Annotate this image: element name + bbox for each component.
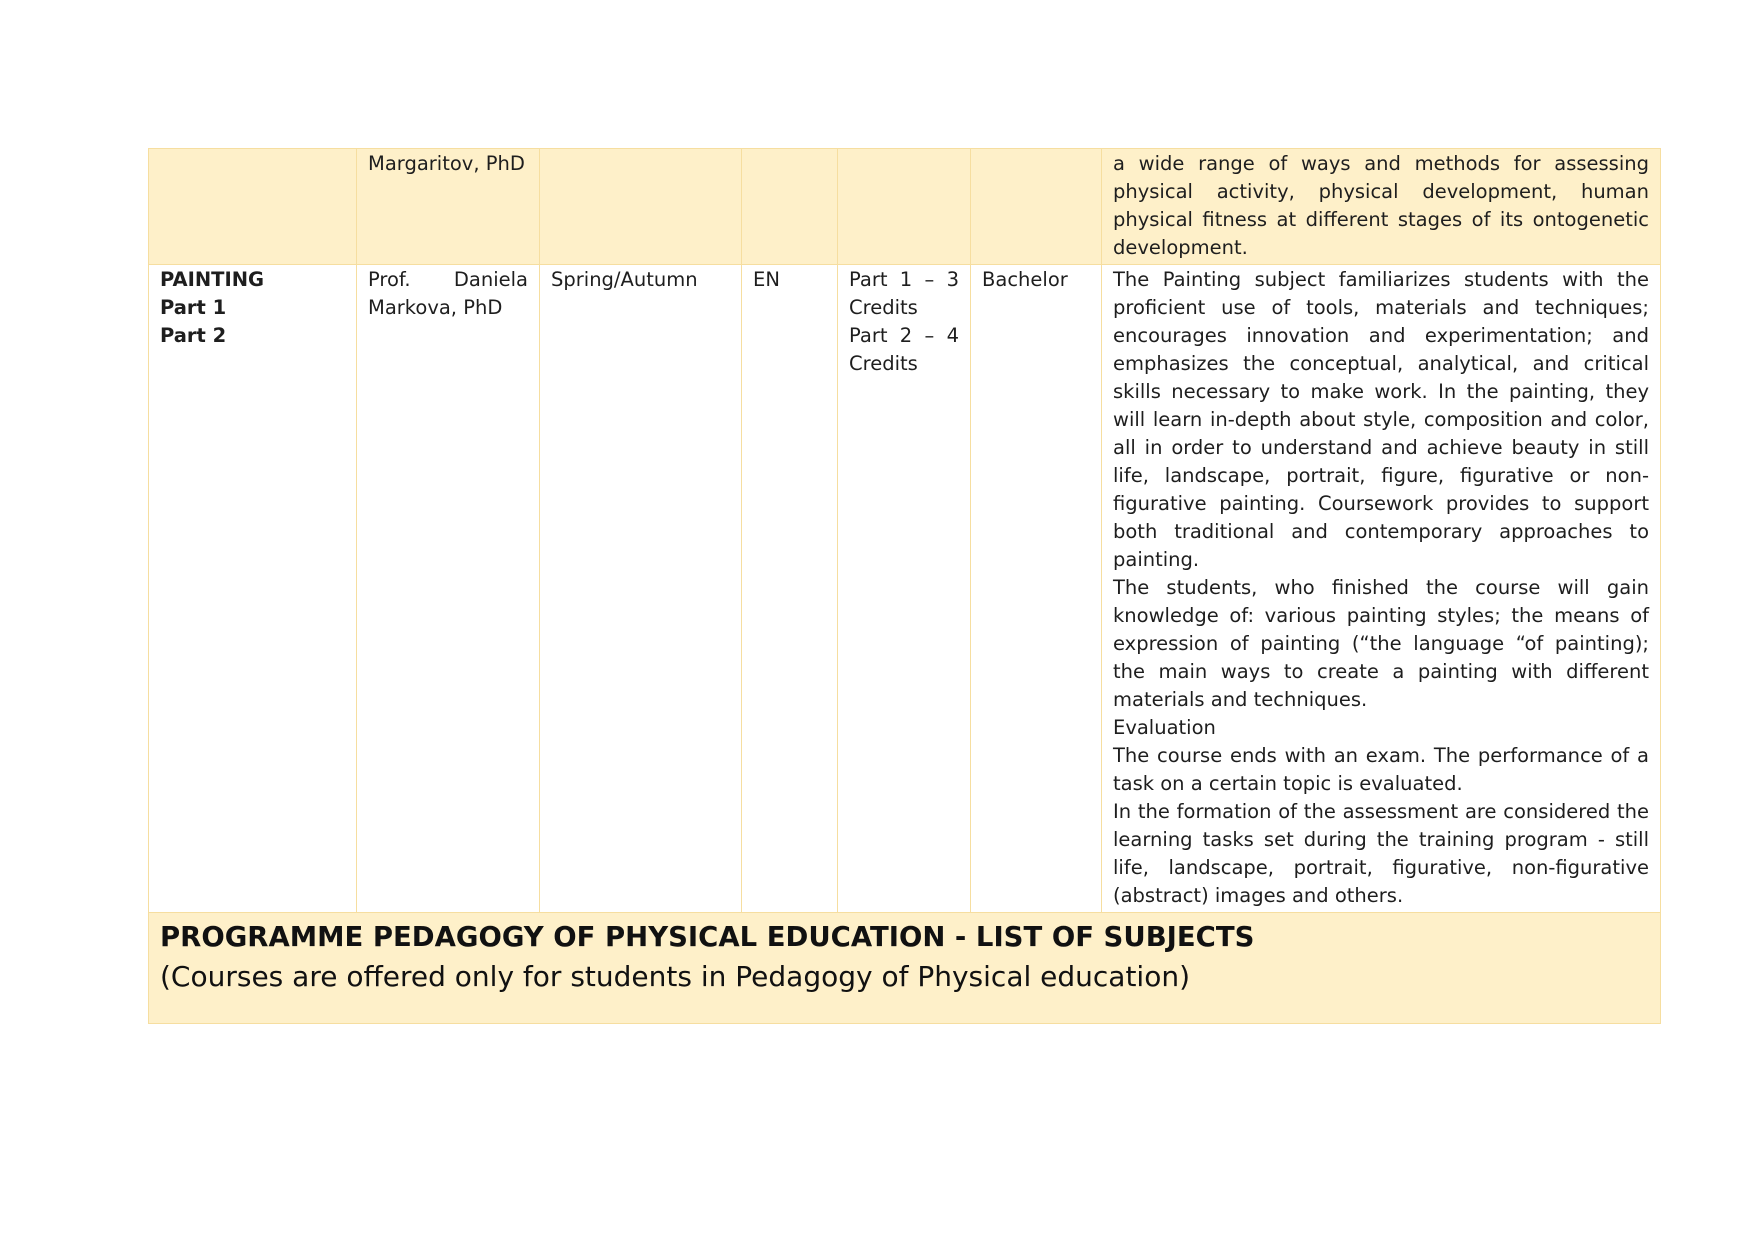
credits-text: Part 2 – 4 Credits [849,324,959,375]
level-cell [971,149,1102,265]
description-paragraph: The Painting subject familiarizes students with the proficient use of tools, materials and techniques; encourages innovation and experimentation; and emphasizes the conceptual, analytical, and critical skills necessary to make work. In the painting, they will learn in-depth about style, composition and color, all in order to understand and achieve beauty in still life, landscape, portrait, figure, figurative or non-figurative painting. Coursework provides to support both traditional and contemporary approaches to painting. [1113,268,1649,571]
lecturer-text: Margaritov, PhD [368,152,525,175]
description-cell [1102,149,1661,265]
language-text: EN [753,268,780,291]
description-cell [1102,265,1661,913]
semester-cell [540,149,742,265]
description-paragraph: In the formation of the assessment are considered the learning tasks set during the training program - still life, landscape, portrait, figurative, non-figurative (abstract) images and others. [1113,800,1649,907]
subjects-table [148,148,1661,1024]
lecturer-cell [357,265,540,913]
continued-course-row [149,149,1661,265]
lecturer-text: Prof. Daniela Markova, PhD [368,268,528,319]
painting-course-row [149,265,1661,913]
level-text: Bachelor [982,268,1068,291]
semester-text: Spring/Autumn [551,268,698,291]
credits-text: Part 1 – 3 Credits [849,268,959,319]
description-text: a wide range of ways and methods for assessing physical activity, physical development, human physical fitness at different stages of its ontogenetic development. [1113,152,1649,259]
semester-cell [540,265,742,913]
language-cell [742,149,838,265]
programme-title: PROGRAMME PEDAGOGY OF PHYSICAL EDUCATION - LIST OF SUBJECTS [160,921,1255,953]
credits-cell [838,149,971,265]
course-title-cell [149,265,357,913]
language-cell [742,265,838,913]
programme-header-row [149,913,1661,1024]
course-part: Part 1 [160,296,227,319]
course-part: Part 2 [160,324,227,347]
lecturer-cell [357,149,540,265]
evaluation-heading: Evaluation [1113,716,1216,739]
programme-header-cell [149,913,1661,1024]
level-cell [971,265,1102,913]
description-paragraph: The students, who finished the course will gain knowledge of: various painting styles; the means of expression of painting (“the language “of painting); the main ways to create a painting with different materials and techniques. [1113,576,1649,711]
course-title: PAINTING [160,268,265,291]
credits-cell [838,265,971,913]
course-title-cell [149,149,357,265]
programme-subtitle: (Courses are offered only for students in Pedagogy of Physical education) [160,960,1191,993]
description-paragraph: The course ends with an exam. The performance of a task on a certain topic is evaluated. [1113,744,1649,795]
